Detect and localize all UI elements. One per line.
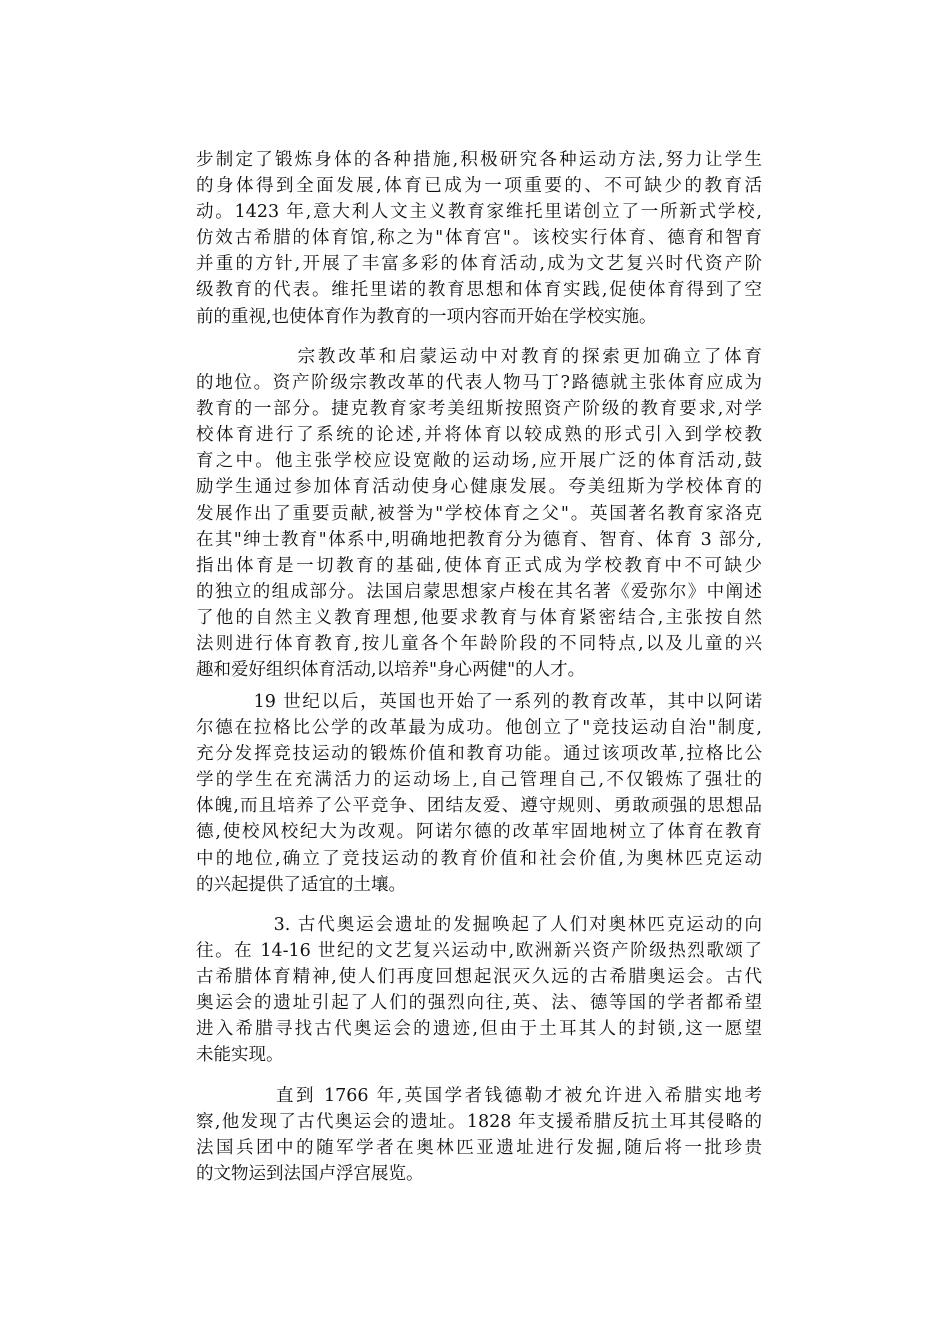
- text-line: 并重的方针,开展了丰富多彩的体育活动,成为文艺复兴时代资产阶: [196, 254, 762, 275]
- text-line: 的兴起提供了适宜的土壤。: [196, 874, 406, 895]
- text-line: 指出体育是一切教育的基础,使体育正式成为学校教育中不可缺少: [196, 555, 762, 576]
- text-line: 仿效古希腊的体育馆,称之为"体育宫"。该校实行体育、德育和智育: [196, 228, 762, 249]
- text-line: 励学生通过参加体育活动使身心健康发展。夸美纽斯为学校体育的: [196, 477, 762, 498]
- text-line: 德,使校风校纪大为改观。阿诺尔德的改革牢固地树立了体育在教育: [196, 822, 762, 843]
- text-line: 级教育的代表。维托里诺的教育思想和体育实践,促使体育得到了空: [196, 280, 762, 301]
- text-line: 的文物运到法国卢浮宫展览。: [196, 1164, 424, 1185]
- text-line: 察,他发现了古代奥运会的遗址。1828 年支援希腊反抗土耳其侵略的: [196, 1112, 762, 1133]
- text-line: 中的地位,确立了竞技运动的教育价值和社会价值,为奥林匹克运动: [196, 848, 762, 869]
- text-line: 宗教改革和启蒙运动中对教育的探索更加确立了体育: [196, 347, 762, 367]
- text-line: 了他的自然主义教育理想,他要求教育与体育紧密结合,主张按自然: [196, 607, 762, 628]
- text-line: 法则进行体育教育,按儿童各个年龄阶段的不同特点,以及儿童的兴: [196, 634, 762, 655]
- text-line: 古希腊体育精神,使人们再度回想起泯灭久远的古希腊奥运会。古代: [196, 967, 762, 988]
- text-line: 体魄,而且培养了公平竞争、团结友爱、遵守规则、勇敢顽强的思想品: [196, 796, 762, 817]
- text-line: 直到 1766 年,英国学者钱德勒才被允许进入希腊实地考: [196, 1086, 762, 1106]
- text-line: 趣和爱好组织体育活动,以培养"身心两健"的人才。: [196, 660, 586, 681]
- text-line: 发展作出了重要贡献,被誉为"学校体育之父"。英国著名教育家洛克: [196, 503, 762, 524]
- text-line: 往。在 14-16 世纪的文艺复兴运动中,欧洲新兴资产阶级热烈歌颂了: [196, 941, 762, 962]
- text-line: 动。1423 年,意大利人文主义教育家维托里诺创立了一所新式学校,: [196, 202, 762, 223]
- text-line: 教育的一部分。捷克教育家考美纽斯按照资产阶级的教育要求,对学: [196, 399, 762, 420]
- paragraph-ancient-olympics-sites: [196, 912, 762, 1069]
- text-line: 育之中。他主张学校应设宽敞的运动场,应开展广泛的体育活动,鼓: [196, 451, 762, 472]
- text-line: 进入希腊寻找古代奥运会的遗迹,但由于土耳其人的封锁,这一愿望: [196, 1019, 762, 1040]
- text-line: 在其"绅士教育"体系中,明确地把教育分为德育、智育、体育 3 部分,: [196, 529, 762, 550]
- paragraph-19th-century-reform: [196, 689, 762, 898]
- text-line: 法国兵团中的随军学者在奥林匹亚遗址进行发掘,随后将一批珍贵: [196, 1138, 762, 1159]
- paragraph-renaissance-education: [196, 147, 762, 330]
- text-line: 的地位。资产阶级宗教改革的代表人物马丁?路德就主张体育应成为: [196, 373, 762, 394]
- text-line: 的独立的组成部分。法国启蒙思想家卢梭在其名著《爱弥尔》中阐述: [196, 581, 762, 602]
- text-line: 19 世纪以后，英国也开始了一系列的教育改革，其中以阿诺: [196, 692, 762, 712]
- text-line: 的身体得到全面发展,体育已成为一项重要的、不可缺少的教育活: [196, 176, 762, 197]
- text-line: 尔德在拉格比公学的改革最为成功。他创立了"竞技运动自治"制度,: [196, 718, 762, 739]
- text-line: 校体育进行了系统的论述,并将体育以较成熟的形式引入到学校教: [196, 425, 762, 446]
- text-line: 未能实现。: [196, 1045, 284, 1066]
- text-line: 学的学生在充满活力的运动场上,自己管理自己,不仅锻炼了强壮的: [196, 770, 762, 791]
- text-line: 充分发挥竞技运动的锻炼价值和教育功能。通过该项改革,拉格比公: [196, 744, 762, 765]
- text-line: 前的重视,也使体育作为教育的一项内容而开始在学校实施。: [196, 306, 657, 327]
- text-line: 奥运会的遗址引起了人们的强烈向往,英、法、德等国的学者都希望: [196, 993, 762, 1014]
- paragraph-1766-discovery: [196, 1083, 762, 1187]
- paragraph-reformation-enlightenment: [196, 344, 762, 683]
- text-line: 3. 古代奥运会遗址的发掘唤起了人们对奥林匹克运动的向: [196, 915, 762, 935]
- text-line: 步制定了锻炼身体的各种措施,积极研究各种运动方法,努力让学生: [196, 150, 762, 170]
